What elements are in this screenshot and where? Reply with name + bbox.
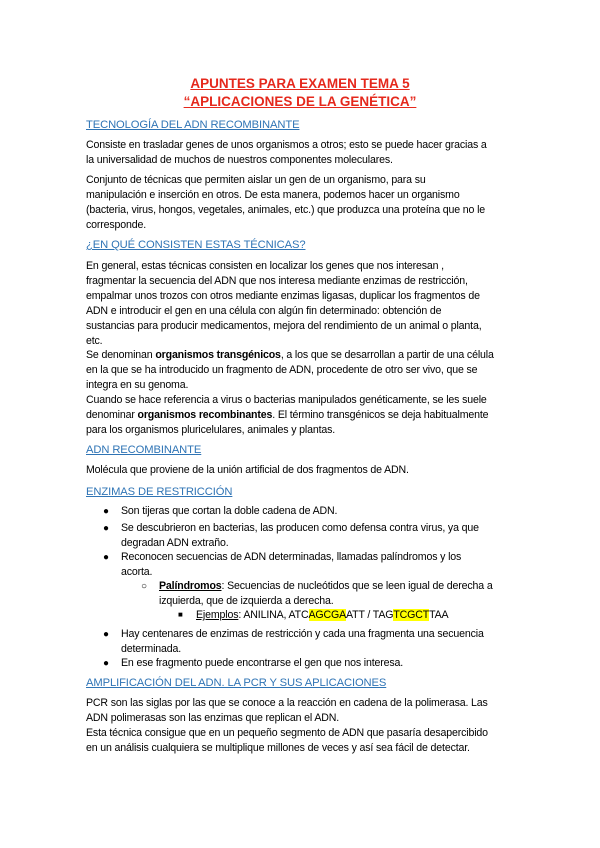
text-line: Hay centenares de enzimas de restricción y cada una fragmenta una secuencia xyxy=(121,628,484,640)
text-run: Se denominan xyxy=(86,349,156,361)
heading-enzimas: ENZIMAS DE RESTRICCIÓN xyxy=(86,486,233,498)
heading-adn-recombinante: ADN RECOMBINANTE xyxy=(86,444,202,456)
heading-tecnologia: TECNOLOGÍA DEL ADN RECOMBINANTE xyxy=(86,119,300,131)
text-line xyxy=(86,348,518,363)
term-ejemplos: Ejemplos xyxy=(196,609,239,621)
text-line: Conjunto de técnicas que permiten aislar un gen de un organismo, para su xyxy=(86,174,426,186)
bullet-item-4 xyxy=(121,627,484,657)
text-line: Esta técnica consigue que en un pequeño segmento de ADN que pasaría desapercibido xyxy=(86,727,488,739)
bullet-item-3 xyxy=(121,550,461,580)
text-line: Se descubrieron en bacterias, las producen como defensa contra virus, ya que xyxy=(121,522,479,534)
sub-bullet-circle: ○ xyxy=(141,581,148,592)
text-line: fragmentar la secuencia del ADN que nos interesa mediante enzimas de restricción, xyxy=(86,275,468,287)
text-line: corresponde. xyxy=(86,219,147,231)
text-line: empalmar unos trozos con otros mediante enzimas ligasas, duplicar los fragmentos de xyxy=(86,290,480,302)
sub-item-palindromos xyxy=(159,579,493,609)
text-run: : Secuencias de nucleótidos que se leen igual de derecha a xyxy=(221,580,493,592)
paragraph-pcr xyxy=(86,696,518,756)
title-line-1: APUNTES PARA EXAMEN TEMA 5 xyxy=(190,76,410,91)
text-line: sustancias para producir medicamentos, mejora del rendimiento de un animal o planta, xyxy=(86,320,482,332)
text-line: determinada. xyxy=(121,643,182,655)
text-line: (bacteria, virus, hongos, vegetales, animales, etc.) que produzca una proteína que no le xyxy=(86,204,486,216)
paragraph-adn: Molécula que proviene de la unión artificial de dos fragmentos de ADN. xyxy=(86,464,409,476)
text-run: , a los que se desarrollan a partir de una célula xyxy=(280,349,494,361)
text-line: en la que se ha introducido un fragmento de ADN, procedente de otro ser vivo, que se xyxy=(86,364,478,376)
text-line: En general, estas técnicas consisten en localizar los genes que nos interesan , xyxy=(86,260,444,272)
text-line: manipulación e inserción en otros. De esta manera, podemos hacer un organismo xyxy=(86,189,460,201)
bullet-item-2 xyxy=(121,521,479,551)
text-line: en un análisis cualquiera se multiplique millones de veces y así sea fácil de detectar. xyxy=(86,742,470,754)
bullet-dot: ● xyxy=(103,552,110,563)
text-line: ADN e introducir el gen en una célula con algún fin determinado: obtención de xyxy=(86,305,442,317)
sub-sub-bullet-square: ■ xyxy=(178,610,183,619)
term-transgenicos: organismos transgénicos xyxy=(155,349,281,361)
text-line: ADN polimerasas son las enzimas que replican el ADN. xyxy=(86,712,340,724)
text-run: denominar xyxy=(86,409,138,421)
sub-item-ejemplos xyxy=(196,608,448,623)
text-run: TAA xyxy=(429,609,449,621)
text-line: Cuando se hace referencia a virus o bacterias manipulados genéticamente, se les suele xyxy=(86,394,487,406)
term-recombinantes: organismos recombinantes xyxy=(137,409,273,421)
text-line: etc. xyxy=(86,335,103,347)
text-line: la universalidad de muchos de nuestros componentes moleculares. xyxy=(86,154,393,166)
heading-pcr: AMPLIFICACIÓN DEL ADN. LA PCR Y SUS APLICACIONES xyxy=(86,677,387,689)
bullet-dot: ● xyxy=(103,629,110,640)
text-line: acorta. xyxy=(121,566,153,578)
text-line xyxy=(159,579,493,594)
text-line: integra en su genoma. xyxy=(86,379,189,391)
text-line: Reconocen secuencias de ADN determinadas, llamadas palíndromos y los xyxy=(121,551,462,563)
text-run: ATT / TAG xyxy=(346,609,394,621)
text-run: : ANILINA, ATC xyxy=(238,609,309,621)
text-line: Consiste en trasladar genes de unos organismos a otros; esto se puede hacer gracias a xyxy=(86,139,487,151)
highlight-sequence-2: TCGCT xyxy=(393,609,430,621)
term-palindromos: Palíndromos xyxy=(159,580,222,592)
paragraph-transgenicos xyxy=(86,348,518,393)
text-line: PCR son las siglas por las que se conoce a la reacción en cadena de la polimerasa. Las xyxy=(86,697,488,709)
bullet-dot: ● xyxy=(103,658,110,669)
heading-consisten: ¿EN QUÉ CONSISTEN ESTAS TÉCNICAS? xyxy=(86,239,306,251)
title-line-2: “APLICACIONES DE LA GENÉTICA” xyxy=(183,94,417,109)
text-line: degradan ADN extraño. xyxy=(121,537,229,549)
bullet-item-5: En ese fragmento puede encontrarse el gen que nos interesa. xyxy=(121,657,404,669)
paragraph-consisten-1 xyxy=(86,259,518,349)
text-line: para los organismos pluricelulares, animales y plantas. xyxy=(86,424,336,436)
text-run: . El término transgénicos se deja habitualmente xyxy=(272,409,489,421)
paragraph-tecnologia-1 xyxy=(86,138,518,168)
bullet-dot: ● xyxy=(103,523,110,534)
paragraph-recombinantes xyxy=(86,393,518,438)
paragraph-tecnologia-2 xyxy=(86,173,518,233)
bullet-dot: ● xyxy=(103,506,110,517)
text-line: izquierda, que de izquierda a derecha. xyxy=(159,595,334,607)
bullet-item-1: Son tijeras que cortan la doble cadena de ADN. xyxy=(121,505,338,517)
text-line xyxy=(86,408,518,423)
highlight-sequence-1: AGCGA xyxy=(308,609,347,621)
